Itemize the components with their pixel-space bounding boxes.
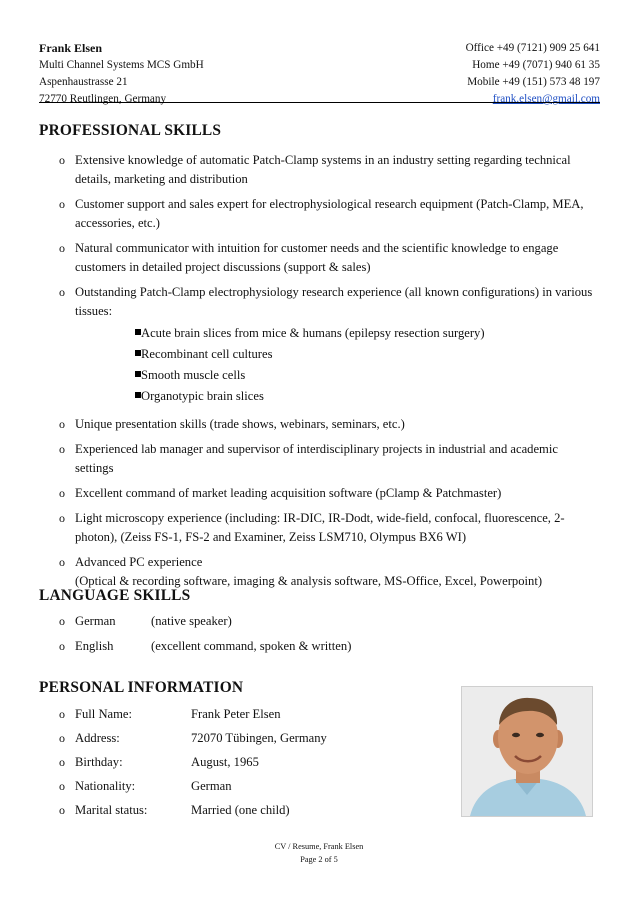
language-name: German (75, 614, 116, 628)
page-footer (0, 840, 638, 866)
list-item (39, 509, 599, 547)
list-item (39, 553, 599, 591)
list-item-text: Excellent command of market leading acquisition software (pClamp & Patchmaster) (75, 486, 502, 500)
sub-list-item-text: Smooth muscle cells (141, 368, 246, 382)
professional-skills-list (39, 151, 599, 591)
list-item (39, 705, 449, 724)
section-title-personal: PERSONAL INFORMATION (39, 679, 244, 696)
list-item (39, 239, 599, 277)
language-name: English (75, 639, 114, 653)
list-item (39, 415, 599, 434)
square-bullet-icon (119, 386, 141, 407)
header-name: Frank Elsen (39, 41, 103, 55)
personal-value: 72070 Tübingen, Germany (191, 731, 327, 745)
list-item-text: Experienced lab manager and supervisor of interdisciplinary projects in industrial and academic settings (75, 442, 558, 475)
bullet-icon: o (59, 779, 65, 793)
bullet-icon: o (59, 442, 65, 456)
personal-value: Frank Peter Elsen (191, 707, 281, 721)
square-bullet-icon (119, 344, 141, 365)
list-item (39, 283, 599, 321)
list-item-text: Outstanding Patch-Clamp electrophysiology research experience (all known configurations) in various tissues: (75, 285, 593, 318)
personal-info-list (39, 705, 449, 820)
section-title-professional: PROFESSIONAL SKILLS (39, 122, 222, 139)
bullet-icon: o (59, 197, 65, 211)
bullet-icon: o (59, 555, 65, 569)
list-item-text: Natural communicator with intuition for customer needs and the scientific knowledge to engage customers in detailed project discussions (support & sales) (75, 241, 559, 274)
language-level: (excellent command, spoken & written) (151, 639, 352, 653)
language-skills-list (39, 612, 599, 656)
bullet-icon: o (59, 731, 65, 745)
personal-value: August, 1965 (191, 755, 259, 769)
bullet-icon: o (59, 417, 65, 431)
header-company: Multi Channel Systems MCS GmbH (39, 59, 204, 71)
personal-label: Nationality: (75, 779, 136, 793)
header-street: Aspenhaustrasse 21 (39, 76, 128, 88)
profile-photo (461, 686, 593, 817)
list-item (39, 753, 449, 772)
sub-list-item (119, 386, 599, 407)
list-item (39, 440, 599, 478)
list-item-text: Extensive knowledge of automatic Patch-Clamp systems in an industry setting regarding technical details, marketing and distribution (75, 153, 571, 186)
sub-list-item-text: Organotypic brain slices (141, 389, 264, 403)
section-title-language: LANGUAGE SKILLS (39, 587, 191, 604)
pc-experience-line1: Advanced PC experience (75, 555, 203, 569)
bullet-icon: o (59, 639, 65, 653)
bullet-icon: o (59, 285, 65, 299)
list-item (39, 637, 599, 656)
bullet-icon: o (59, 614, 65, 628)
header-email-link[interactable]: frank.elsen@gmail.com (492, 93, 600, 105)
pc-experience-line2: (Optical & recording software, imaging & analysis software, MS-Office, Excel, Powerpoint) (75, 574, 543, 588)
list-item-text: Light microscopy experience (including: IR-DIC, IR-Dodt, wide-field, confocal, fluorescence, 2-photon), (Zeiss FS-1, FS-2 and Examiner, Zeiss LSM710, Olympus BX6 WI) (75, 511, 565, 544)
personal-label: Birthday: (75, 755, 123, 769)
header-home-phone: Home +49 (7071) 940 61 35 (472, 59, 600, 71)
personal-label: Full Name: (75, 707, 133, 721)
bullet-icon: o (59, 755, 65, 769)
portrait-illustration (462, 687, 592, 816)
personal-value: German (191, 779, 232, 793)
personal-label: Marital status: (75, 803, 148, 817)
list-item (39, 777, 449, 796)
language-level: (native speaker) (151, 614, 232, 628)
bullet-icon: o (59, 707, 65, 721)
sub-list-item-text: Recombinant cell cultures (141, 347, 273, 361)
list-item-text: Customer support and sales expert for electrophysiological research equipment (Patch-Clamp, MEA, accessories, etc.) (75, 197, 584, 230)
sub-list-item (119, 323, 599, 344)
personal-value: Married (one child) (191, 803, 290, 817)
list-item (39, 612, 599, 631)
list-item (39, 195, 599, 233)
list-item (39, 729, 449, 748)
header-block (39, 40, 600, 108)
header-divider (39, 102, 600, 103)
list-item (39, 484, 599, 503)
bullet-icon: o (59, 511, 65, 525)
sub-list-item (119, 344, 599, 365)
list-item-text: Unique presentation skills (trade shows, webinars, seminars, etc.) (75, 417, 405, 431)
bullet-icon: o (59, 803, 65, 817)
header-office-phone: Office +49 (7121) 909 25 641 (465, 42, 600, 54)
bullet-icon: o (59, 241, 65, 255)
bullet-icon: o (59, 486, 65, 500)
square-bullet-icon (119, 365, 141, 386)
personal-label: Address: (75, 731, 120, 745)
sub-list-item-text: Acute brain slices from mice & humans (epilepsy resection surgery) (141, 326, 485, 340)
list-item (39, 801, 449, 820)
list-item (39, 151, 599, 189)
footer-title: CV / Resume, Frank Elsen (274, 842, 364, 851)
footer-page-number: Page 2 of 5 (300, 855, 338, 864)
header-mobile-phone: Mobile +49 (151) 573 48 197 (467, 76, 600, 88)
list-item-text (75, 553, 599, 591)
bullet-icon: o (59, 153, 65, 167)
square-bullet-icon (119, 323, 141, 344)
sub-list-item (119, 365, 599, 386)
header-city: 72770 Reutlingen, Germany (39, 93, 167, 105)
